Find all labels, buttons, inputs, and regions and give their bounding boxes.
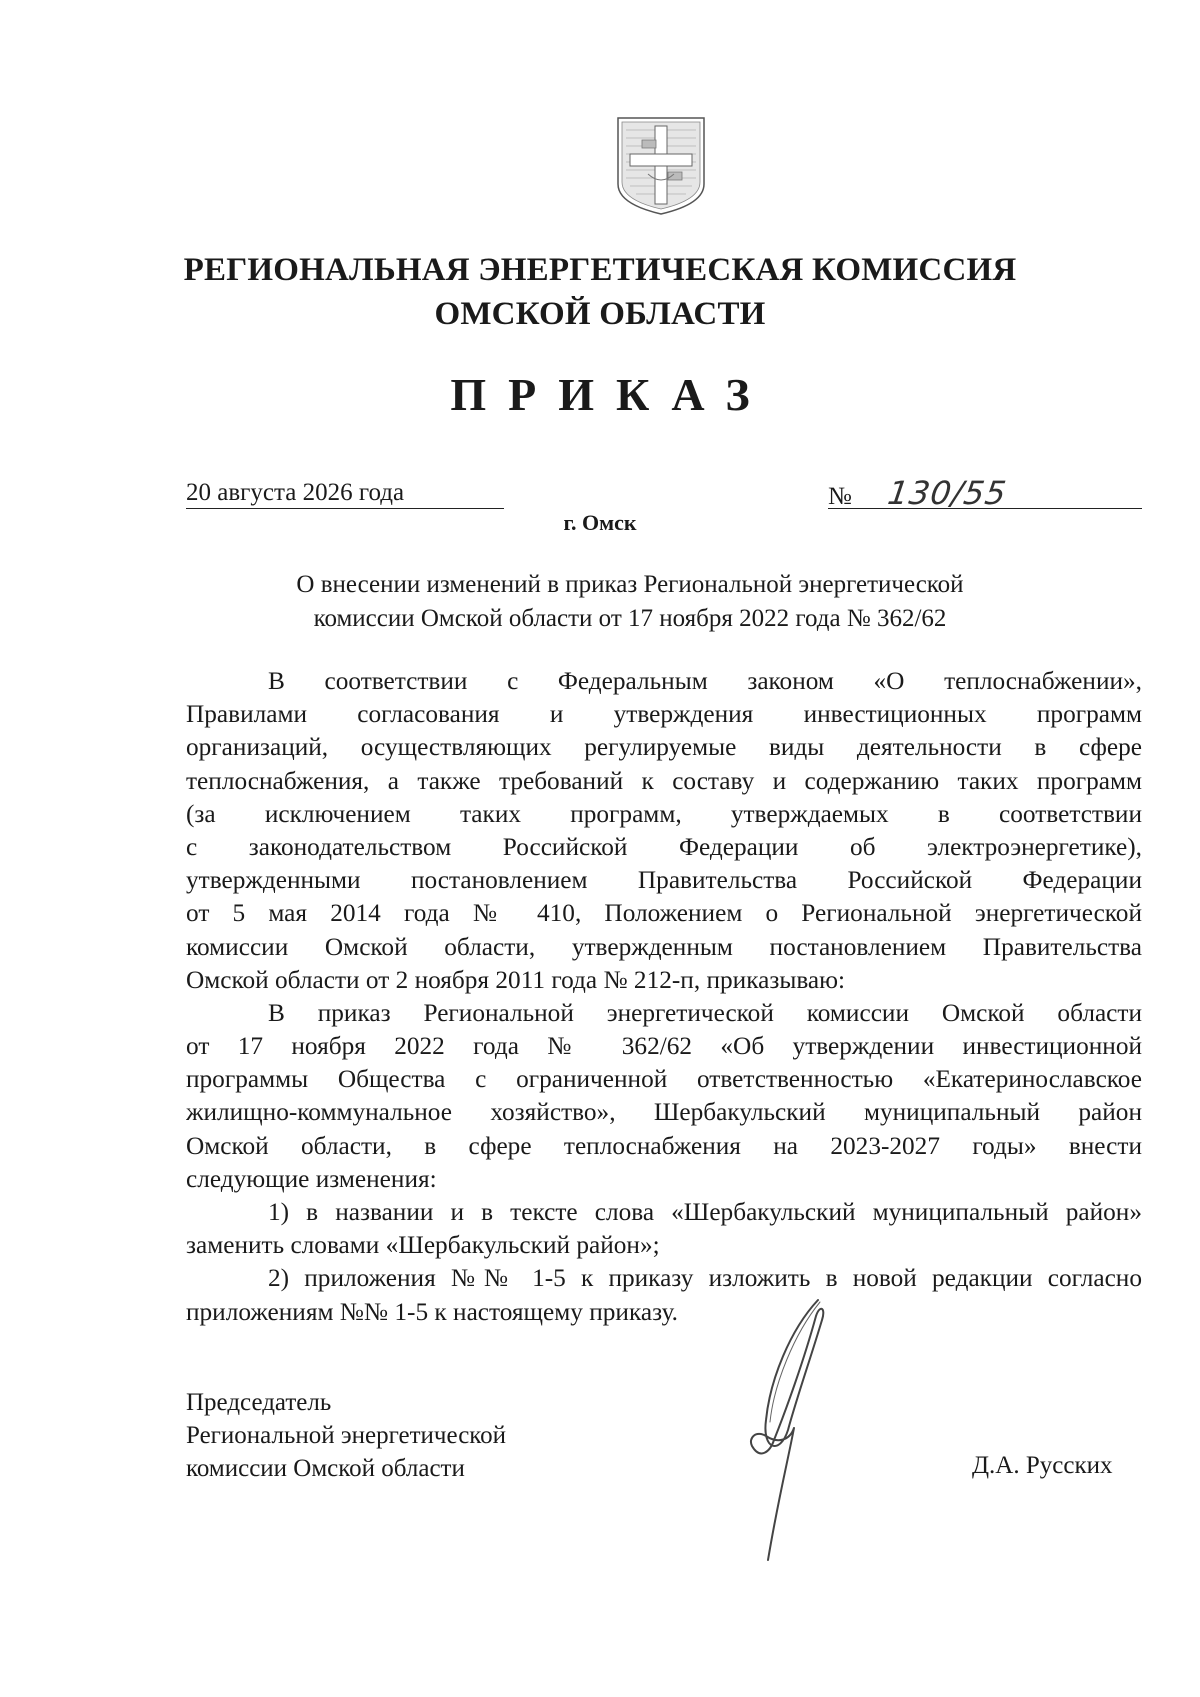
body-line: теплоснабжения, а также требований к составу и содержанию таких программ (186, 766, 1142, 795)
body-line: приложениям №№ 1-5 к настоящему приказу. (186, 1297, 679, 1326)
coat-of-arms-icon (612, 112, 710, 218)
body-line: заменить словами «Шербакульский район»; (186, 1231, 660, 1260)
signatory-title-line: Председатель (186, 1389, 332, 1416)
body-line: от 17 ноября 2022 года № 362/62 «Об утверждении инвестиционной (186, 1032, 1142, 1061)
signatory-name: Д.А. Русских (972, 1452, 1113, 1479)
body-line: от 5 мая 2014 года № 410, Положением о Региональной энергетической (186, 899, 1142, 928)
body-line: (за исключением таких программ, утверждаемых в соответствии (186, 799, 1142, 828)
document-type-title: ПРИКАЗ (450, 369, 772, 420)
body-line: Правилами согласования и утверждения инвестиционных программ (186, 700, 1142, 729)
organization-name-line2: ОМСКОЙ ОБЛАСТИ (434, 296, 766, 332)
subject-line: О внесении изменений в приказ Региональной энергетической (296, 571, 964, 598)
body-line: комиссии Омской области, утвержденным постановлением Правительства (186, 932, 1142, 961)
body-line: 2) приложения №№ 1-5 к приказу изложить в новой редакции согласно (268, 1264, 1142, 1293)
body-line: утвержденными постановлением Правительства Российской Федерации (186, 866, 1142, 895)
body-line: с законодательством Российской Федерации об электроэнергетике), (186, 832, 1142, 861)
organization-name-line1: РЕГИОНАЛЬНАЯ ЭНЕРГЕТИЧЕСКАЯ КОМИССИЯ (183, 252, 1017, 288)
body-line: 1) в названии и в тексте слова «Шербакульский муниципальный район» (268, 1198, 1142, 1226)
signatory-title-line: Региональной энергетической (186, 1422, 507, 1449)
body-line: В соответствии с Федеральным законом «О теплоснабжении», (268, 667, 1142, 695)
body-line: Омской области, в сфере теплоснабжения на 2023-2027 годы» внести (186, 1131, 1142, 1160)
body-line: В приказ Региональной энергетической комиссии Омской области (268, 998, 1142, 1027)
subject-line: комиссии Омской области от 17 ноября 2022 года № 362/62 (313, 605, 947, 632)
body-line: программы Общества с ограниченной ответственностью «Екатеринославское (186, 1065, 1142, 1094)
signatory-title (186, 1386, 506, 1485)
body-line: организаций, осуществляющих регулируемые виды деятельности в сфере (186, 733, 1142, 762)
document-number-field (828, 474, 1142, 512)
number-sign: № (828, 483, 852, 510)
document-date: 20 августа 2026 года (186, 478, 504, 509)
document-city: г. Омск (563, 510, 637, 535)
handwritten-signature-icon (730, 1290, 850, 1570)
document-subject (250, 568, 1010, 636)
body-line: жилищно-коммунальное хозяйство», Шербакульский муниципальный район (186, 1098, 1142, 1127)
document-number: 130/55 (885, 474, 1010, 512)
body-line: Омской области от 2 ноября 2011 года № 212-п, приказываю: (186, 965, 846, 994)
document-body (186, 665, 1142, 1329)
body-line: следующие изменения: (186, 1164, 437, 1193)
signatory-title-line: комиссии Омской области (186, 1455, 465, 1482)
